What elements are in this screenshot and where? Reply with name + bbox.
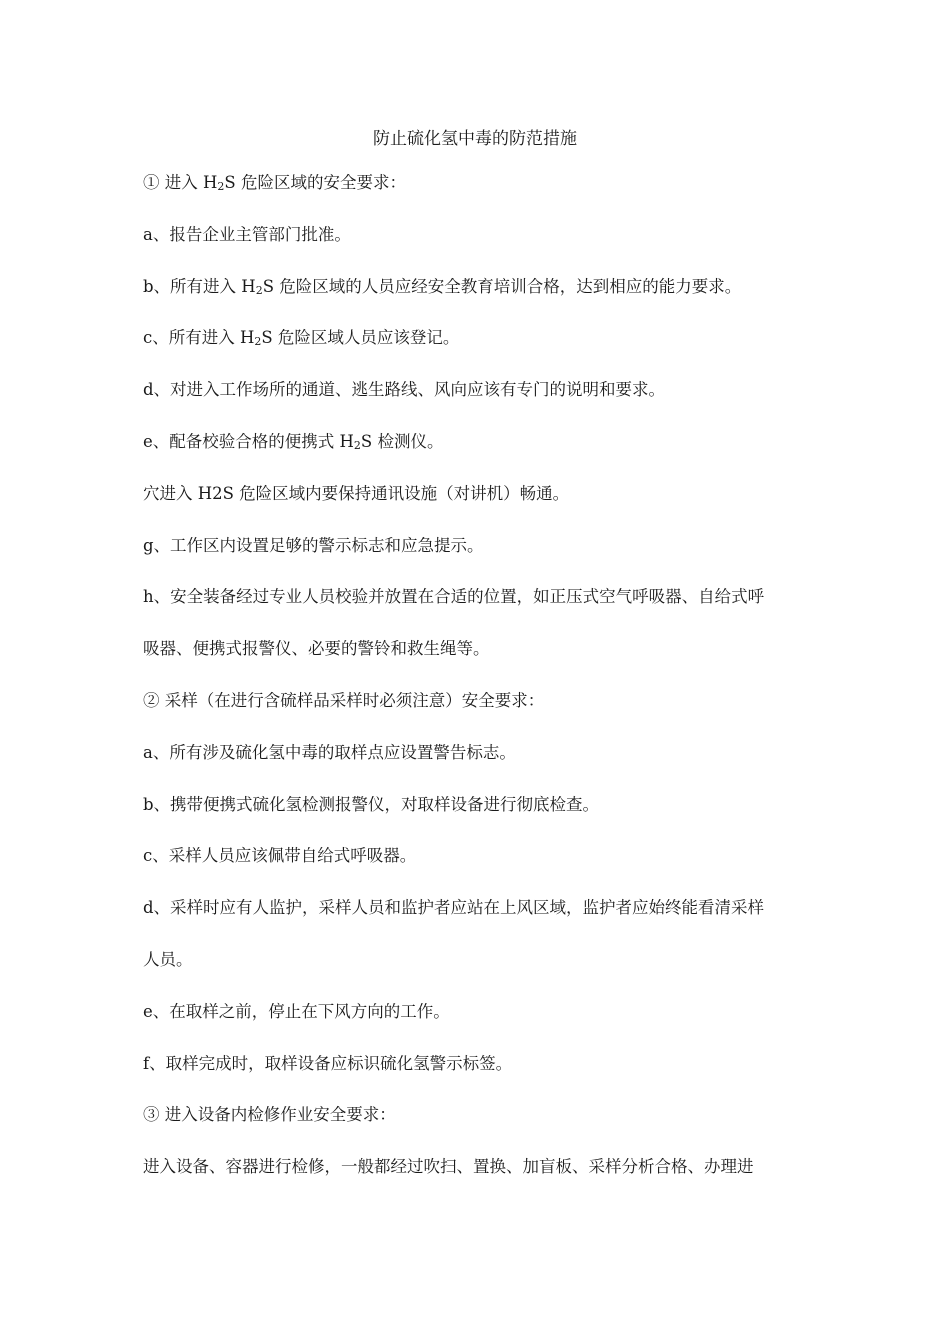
document-title: 防止硫化氢中毒的防范措施 (373, 129, 577, 149)
subscript: 2 (353, 438, 361, 452)
text-run: e、配备校验合格的便携式 H (143, 431, 354, 451)
paragraph-s2-c: c、采样人员应该佩带自给式呼吸器。 (143, 846, 417, 866)
paragraph-s1-c (143, 325, 833, 351)
paragraph-s1-f: 穴进入 H2S 危险区域内要保持通讯设施（对讲机）畅通。 (143, 483, 570, 503)
document-body (143, 170, 833, 1206)
section-3-heading: ③ 进入设备内检修作业安全要求： (143, 1105, 396, 1125)
section-1-heading (143, 170, 833, 196)
paragraph-s2-d-line-1: d、采样时应有人监护，采样人员和监护者应站在上风区域，监护者应始终能看清采样 (143, 898, 765, 918)
text-run: S 危险区域人员应该登记。 (261, 328, 460, 348)
paragraph-s1-h-line-2: 吸器、便携式报警仪、必要的警铃和救生绳等。 (143, 639, 490, 659)
paragraph-s2-f: f、取样完成时，取样设备应标识硫化氢警示标签。 (143, 1053, 513, 1073)
text-run: S 危险区域的安全要求： (224, 173, 406, 192)
subscript: 2 (254, 335, 262, 349)
text-run: c、所有进入 H (143, 328, 255, 348)
paragraph-s1-e (143, 429, 833, 455)
subscript: 2 (255, 283, 263, 297)
paragraph-s2-d-line-2: 人员。 (143, 949, 193, 969)
text-run: S 危险区域的人员应经安全教育培训合格，达到相应的能力要求。 (262, 276, 742, 296)
paragraph-s3-line-1: 进入设备、容器进行检修，一般都经过吹扫、置换、加盲板、采样分析合格、办理进 (143, 1157, 754, 1177)
paragraph-s1-d: d、对进入工作场所的通道、逃生路线、风向应该有专门的说明和要求。 (143, 380, 666, 400)
paragraph-s1-h-line-1: h、安全装备经过专业人员校验并放置在合适的位置，如正压式空气呼吸器、自给式呼 (143, 587, 765, 607)
paragraph-s1-b (143, 274, 833, 300)
section-2-heading: ② 采样（在进行含硫样品采样时必须注意）安全要求： (143, 690, 545, 710)
paragraph-s2-b: b、携带便携式硫化氢检测报警仪，对取样设备进行彻底检查。 (143, 794, 600, 814)
paragraph-s1-g: g、工作区内设置足够的警示标志和应急提示。 (143, 535, 484, 555)
paragraph-s1-a: a、报告企业主管部门批准。 (143, 224, 351, 244)
text-run: ① 进入 H (143, 173, 218, 192)
subscript: 2 (217, 180, 225, 193)
text-run: b、所有进入 H (143, 276, 256, 296)
paragraph-s2-a: a、所有涉及硫化氢中毒的取样点应设置警告标志。 (143, 742, 516, 762)
paragraph-s2-e: e、在取样之前，停止在下风方向的工作。 (143, 1001, 450, 1021)
text-run: S 检测仪。 (360, 431, 444, 451)
